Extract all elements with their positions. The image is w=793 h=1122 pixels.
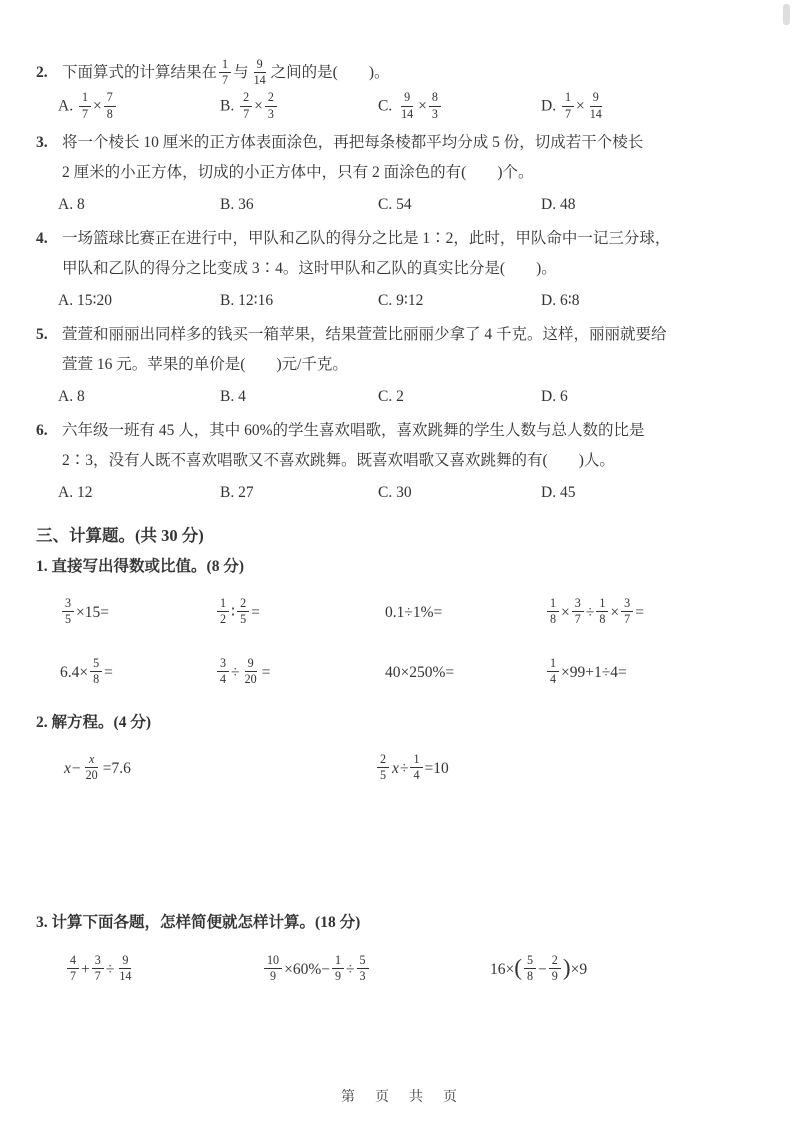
- stem-line: 一场篮球比赛正在进行中，甲队和乙队的得分之比是 1∶2，此时，甲队命中一记三分球，: [62, 229, 671, 247]
- option-A: A. 8: [58, 195, 85, 213]
- option-C: C. $\frac{9}{14}$ × $\frac{8}{3}$: [378, 92, 541, 122]
- options-row: [58, 288, 765, 314]
- option-B: B. 4: [220, 387, 246, 405]
- question-stem: [62, 58, 765, 88]
- calc-item-3-label: 3. 计算下面各题，怎样简便就怎样计算。(18 分): [36, 913, 361, 931]
- question-6: [36, 416, 765, 508]
- option-B: B. 27: [220, 483, 254, 501]
- calc-item-1-label: 1. 直接写出得数或比值。(8 分): [36, 557, 244, 575]
- choice-questions-section: [36, 58, 765, 512]
- expression: $\frac{1}{8}$ × $\frac{3}{7}$ ÷ $\frac{1}{8}$ × $\frac{3}{7}$ =: [545, 598, 765, 628]
- stem-line: 2 厘米的小正方体，切成的小正方体中，只有 2 面涂色的有( )个。: [62, 163, 534, 181]
- option-D: D. 6∶8: [541, 291, 580, 309]
- question-3: [36, 128, 765, 220]
- question-number: 6.: [36, 421, 48, 439]
- stem-line: 将一个棱长 10 厘米的正方体表面涂色，再把每条棱都平均分成 5 份，切成若干个棱长: [62, 133, 644, 151]
- calc-item-1: [36, 554, 765, 696]
- calc-item-2: [36, 710, 765, 792]
- option-B: B. 12∶16: [220, 291, 274, 309]
- calculation-section: [36, 512, 765, 1008]
- question-stem: [62, 416, 765, 476]
- expression-row: [36, 746, 765, 792]
- question-5: [36, 320, 765, 412]
- expression-row: [36, 590, 765, 636]
- options-row: [58, 192, 765, 218]
- stem-line: 下面算式的计算结果在 $\frac{1}{7}$ 与 $\frac{9}{14}$ 之间的是( )。: [62, 56, 390, 87]
- option-A: A. 12: [58, 483, 93, 501]
- expression: 0.1÷1%=: [385, 603, 443, 621]
- expression: $\frac{4}{7}$ + $\frac{3}{7}$ ÷ $\frac{9}{14}$: [65, 955, 262, 985]
- question-2: [36, 58, 765, 124]
- option-C: C. 54: [378, 195, 412, 213]
- stem-line: 六年级一班有 45 人，其中 60%的学生喜欢唱歌，喜欢跳舞的学生人数与总人数的比是: [62, 421, 645, 439]
- expression: $\frac{3}{5}$ ×15=: [60, 598, 215, 628]
- expression: 6.4× $\frac{5}{8}$ =: [60, 656, 113, 687]
- expression: $\frac{1}{2}$ ∶ $\frac{2}{5}$ =: [215, 598, 385, 628]
- option-A: A. 8: [58, 387, 85, 405]
- expression: $\frac{2}{5}$ x÷ $\frac{1}{4}$ =10: [375, 754, 765, 784]
- option-B: B. $\frac{2}{7}$ × $\frac{2}{3}$: [220, 92, 378, 122]
- question-stem: [62, 320, 765, 380]
- question-number: 2.: [36, 64, 48, 81]
- page-footer: 第 页 共 页: [341, 1090, 460, 1105]
- question-4: [36, 224, 765, 316]
- calc-item-2-label: 2. 解方程。(4 分): [36, 713, 151, 731]
- options-row: [58, 92, 765, 122]
- stem-line: 萱萱 16 元。苹果的单价是( )元/千克。: [62, 355, 348, 373]
- option-A: A. $\frac{1}{7}$ × $\frac{7}{8}$: [58, 92, 220, 122]
- option-C: C. 30: [378, 483, 412, 501]
- expression: $\frac{3}{4}$ ÷ $\frac{9}{20}$ =: [215, 658, 385, 688]
- option-B: B. 36: [220, 195, 254, 213]
- question-number: 4.: [36, 229, 48, 247]
- stem-line: 2∶3，没有人既不喜欢唱歌又不喜欢跳舞。既喜欢唱歌又喜欢跳舞的有( )人。: [62, 451, 615, 469]
- scrollbar-thumb[interactable]: [783, 4, 790, 25]
- question-number: 5.: [36, 325, 48, 343]
- option-C: C. 2: [378, 387, 404, 405]
- question-stem: [62, 128, 765, 188]
- calc-item-3: [36, 910, 765, 994]
- calc-section-title: 三、计算题。(共 30 分): [36, 525, 204, 545]
- option-A: A. 15∶20: [58, 291, 112, 309]
- expression-row: [36, 650, 765, 696]
- option-C: C. 9∶12: [378, 291, 424, 309]
- expression: $\frac{10}{9}$ ×60%− $\frac{1}{9}$ ÷ $\frac{5}{3}$: [262, 955, 490, 985]
- expression: 16× ( $\frac{5}{8}$ − $\frac{2}{9}$ ) ×9: [490, 953, 588, 984]
- option-D: D. 6: [541, 387, 568, 405]
- expression: 40×250%=: [385, 663, 455, 681]
- stem-line: 甲队和乙队的得分之比变成 3∶4。这时甲队和乙队的真实比分是( )。: [62, 259, 557, 277]
- expression: $\frac{1}{4}$ ×99+1÷4=: [545, 658, 765, 688]
- option-D: D. 45: [541, 483, 576, 501]
- options-row: [58, 384, 765, 410]
- expression-row: [36, 946, 765, 994]
- question-stem: [62, 224, 765, 284]
- option-D: D. $\frac{1}{7}$ × $\frac{9}{14}$: [541, 90, 602, 121]
- stem-line: 萱萱和丽丽出同样多的钱买一箱苹果，结果萱萱比丽丽少拿了 4 千克。这样，丽丽就要给: [62, 325, 667, 343]
- expression: x− $\frac{x}{20}$ =7.6: [64, 752, 131, 783]
- option-D: D. 48: [541, 195, 576, 213]
- question-number: 3.: [36, 133, 48, 151]
- calc-items: [36, 554, 765, 994]
- options-row: [58, 480, 765, 506]
